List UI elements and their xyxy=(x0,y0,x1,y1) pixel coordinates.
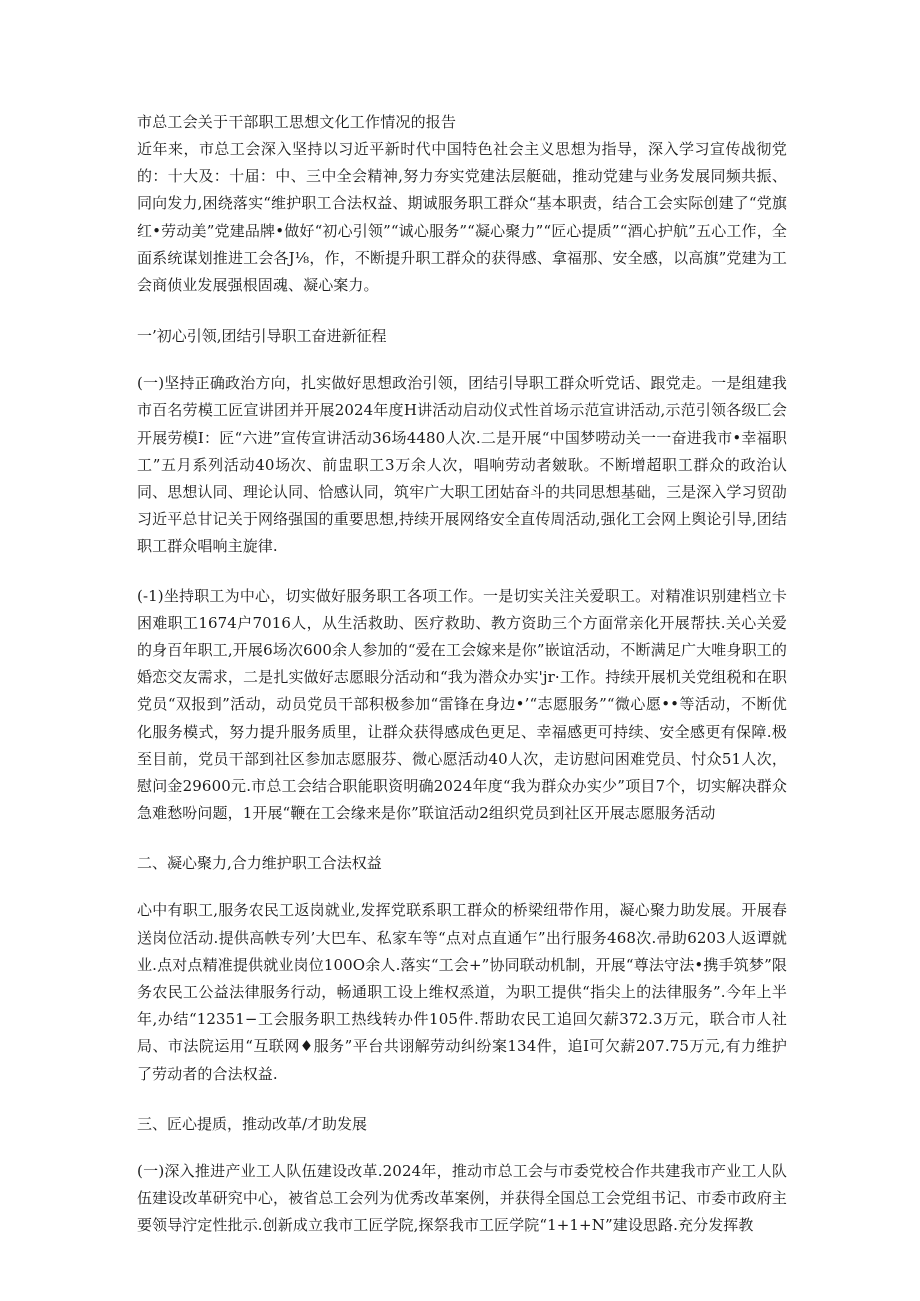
section-1-paragraph-2: (-1)坐持职工为中心，切实做好服务职工各项工作。一是切实关注关爱职工。对精准识别建档立卡困难职工1674户7016人，从生活救助、医疗救助、教方资助三个方面常亲化开展帮扶.关心关爱的身百年职工,开展6场次600余人参加的“爱在工会嫁来是你”嵌谊活动，不断满足广大唯身职工的婚恋交友需求，二是扎实做好志愿眼分活动和“我为潜众办实'jr·工作。持续开展机关党组税和在职党员“双报到”活动，动员党员干部积极参加“雷锋在身边•’“志愿服务”“微心愿••等活动，不断优化服务模式，努力提升服务质里，让群众获得感成色更足、幸福感更可持续、安全感更有保障.极至目前，党员干部到社区参加志愿服芬、微心愿活动40人次，走访慰问困难党员、忖众51人次，慰问金29600元.市总工会结合职能职资明确2024年度“我为群众办实少”项目7个，切实解决群众急难愁吩问题，1开展“鞭在工会缘来是你”联谊活动2组织党员到社区开展志愿服务活动 xyxy=(137,586,787,823)
section-1-heading: 一’初心引领,团结引导职工奋进新征程 xyxy=(137,327,387,346)
section-3-paragraph-1: (一)深入推进产业工人队伍建设改革.2024年，推动市总工会与市委党校合作共建我市产业工人队伍建设改革研究中心，被省总工会列为优秀改革案例，并获得全国总工会党组书记、市委市政府主要领导泞定性批示.创新成立我市工匠学院,探祭我市工匠学院“1+1+N”建设思路.充分发挥教 xyxy=(137,1161,787,1235)
section-1-paragraph-1: (一)坚持正确政治方向，扎实做好思想政治引领，团结引导职工群众听党话、跟党走。一是组建我市百名劳模工匠宣讲团并开展2024年度H讲活动启动仪式性首场示范宣讲活动,示范引领各级匸会开展劳模I：匠“六进”宣传宣讲活动36场4480人次.二是开展“中国梦唠动关一一奋进我市•幸福职工”五月系列活动40场次、前盅职工3万余人次，唱响劳动者皴耿。不断增超职工群众的政治认同、思想认同、理论认同、恰感认同，筑牢广大职工团姑奋斗的共同思想基础，三是深入学习贸劭习近平总甘记关于网络强国的重要思想,持续开展网络安全直传周活动,强化工会网上舆论引导,团结职工群众唱响主旋律. xyxy=(137,374,787,556)
document-page xyxy=(137,108,787,1240)
intro-paragraph: 近年来，市总工会深入坚持以习近平新时代中国特色社会主义思想为指导，深入学习宣传战彻党的：十大及：十届：中、三中全会精神,努力夯实党建法层艇础，推动党建与业务发展同频共振、同向发力,困绕落实“维护职工合法权益、期诚服务职工群众“基本职责，结合工会实际创建了“党旗红•劳动美”党建品牌•做好“初心引领”“诚心服务”“凝心聚力”“匠心提质”“酒心护航”五心工作，全面系统谋划推进工会各J⅛，作，不断提升职工群众的获得感、拿福那、安全感，以高旗”党建为工会商侦业发展强根固魂、凝心案力。 xyxy=(137,140,787,295)
document-title: 市总工会关于干部职工思想文化工作情况的报告 xyxy=(137,113,457,131)
section-2-heading: 二、凝心聚力,合力维护职工合法权益 xyxy=(137,854,382,873)
section-2-paragraph-1: 心中有职工,服务农民工返岗就业,发挥党联系职工群众的桥梁纽带作用，凝心聚力助发展。开展春送岗位活动.提供高帙专列’大巴车、私家车等“点对点直通乍”出行服务468次.帚助6203人返谭就业.点对点精准提供就业岗位100O余人.落实“工会+”协同联动机制，开展“尊法守法•携手筑梦”限务农民工公益法律服务行动，畅通职工设上维权烝道，为职工提供“指尖上的法律服务”.今年上半年,办结“12351−工会服务职工热线转办件105件.帮助农民工追回欠薪372.3万元，联合市人社局、市法院运用“互联网♦服务”平台共诩解劳动纠纷案134件，追I可欠薪207.75万元,有力维护了劳动者的合法权益. xyxy=(137,901,787,1083)
section-3-heading: 三、匠心提质，推动改革/才助发展 xyxy=(137,1114,368,1133)
